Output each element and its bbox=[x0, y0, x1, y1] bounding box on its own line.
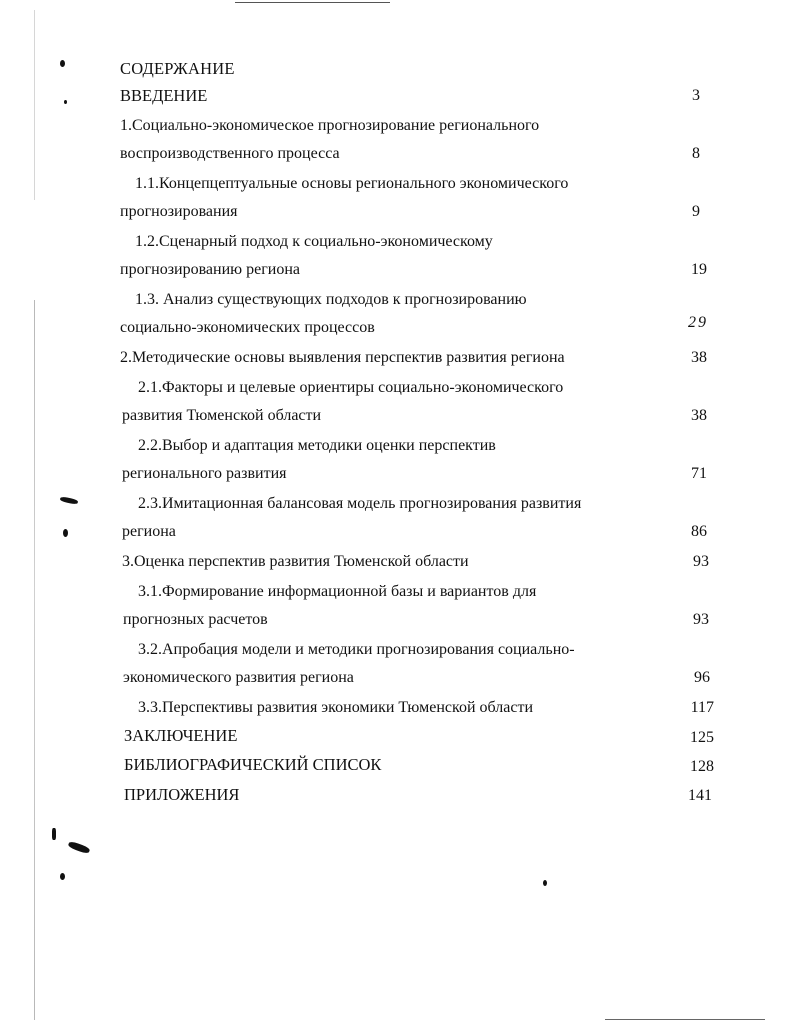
toc-entry-line: прогнозных расчетов bbox=[123, 611, 268, 628]
toc-page-number: 38 bbox=[691, 349, 707, 366]
toc-entry-line: развития Тюменской области bbox=[122, 407, 322, 424]
toc-entry-line: прогнозирования bbox=[120, 203, 238, 220]
toc-page-number: 3 bbox=[692, 87, 700, 104]
scan-speck bbox=[52, 828, 56, 840]
toc-entry-line: экономического развития региона bbox=[123, 669, 354, 686]
toc-page-number: 96 bbox=[694, 669, 710, 686]
toc-page-number: 93 bbox=[693, 553, 709, 570]
toc-page-number: 38 bbox=[691, 407, 707, 424]
toc-page-number: 141 bbox=[688, 787, 712, 804]
toc-entry-line: 3.1.Формирование информационной базы и вариантов для bbox=[138, 583, 537, 600]
toc-entry-line: 2.Методические основы выявления перспектив развития региона bbox=[120, 349, 565, 366]
toc-entry-line: 1.Социально-экономическое прогнозирование регионального bbox=[120, 117, 540, 134]
toc-entry-line: 2.1.Факторы и целевые ориентиры социально-экономического bbox=[138, 379, 564, 396]
toc-page-number: 125 bbox=[690, 729, 714, 746]
toc-entry-line: 3.2.Апробация модели и методики прогнозирования социально- bbox=[138, 641, 575, 658]
toc-page-number: 29 bbox=[688, 314, 708, 331]
toc-entry-line: ПРИЛОЖЕНИЯ bbox=[124, 785, 240, 804]
toc-entry-line: социально-экономических процессов bbox=[120, 319, 375, 336]
toc-page-number: 9 bbox=[692, 203, 700, 220]
toc-entry-line: 3.3.Перспективы развития экономики Тюменской области bbox=[138, 699, 534, 716]
scan-speck bbox=[60, 60, 65, 67]
scan-speck bbox=[63, 529, 68, 537]
toc-entry-line: 2.2.Выбор и адаптация методики оценки перспектив bbox=[138, 437, 496, 454]
scan-speck bbox=[60, 873, 65, 880]
toc-page-number: 128 bbox=[690, 758, 714, 775]
toc-page-number: 19 bbox=[691, 261, 707, 278]
scan-speck bbox=[60, 496, 79, 505]
toc-entry-line: прогнозированию региона bbox=[120, 261, 300, 278]
toc-entry-line: регионального развития bbox=[122, 465, 287, 482]
scan-artifact-left-edge-top bbox=[34, 10, 35, 200]
toc-page-number: 71 bbox=[691, 465, 707, 482]
toc-entry-line: ВВЕДЕНИЕ bbox=[120, 86, 208, 105]
toc-entry-line: 1.1.Концепцептуальные основы регионального экономического bbox=[135, 175, 569, 192]
toc-entry-line: воспроизводственного процесса bbox=[120, 145, 340, 162]
toc-entry-line: 1.3. Анализ существующих подходов к прогнозированию bbox=[135, 291, 527, 308]
toc-entry-line: БИБЛИОГРАФИЧЕСКИЙ СПИСОК bbox=[124, 755, 382, 774]
toc-entry-line: 3.Оценка перспектив развития Тюменской области bbox=[122, 553, 469, 570]
toc-page-number: 8 bbox=[692, 145, 700, 162]
toc-entry-line: 1.2.Сценарный подход к социально-экономическому bbox=[135, 233, 493, 250]
scan-artifact-left-edge bbox=[34, 300, 35, 1020]
toc-title: СОДЕРЖАНИЕ bbox=[120, 59, 235, 78]
toc-page-number: 93 bbox=[693, 611, 709, 628]
toc-page-number: 117 bbox=[690, 699, 714, 716]
toc-entry-line: региона bbox=[122, 523, 176, 540]
toc-page-number: 86 bbox=[691, 523, 707, 540]
scan-artifact-top-line bbox=[235, 2, 390, 3]
scan-speck bbox=[543, 880, 547, 886]
scan-speck bbox=[64, 100, 67, 104]
scan-artifact-bottom-line bbox=[605, 1019, 765, 1020]
toc-entry-line: 2.3.Имитационная балансовая модель прогнозирования развития bbox=[138, 495, 582, 512]
toc-entry-line: ЗАКЛЮЧЕНИЕ bbox=[124, 726, 238, 745]
scan-speck bbox=[67, 840, 90, 854]
